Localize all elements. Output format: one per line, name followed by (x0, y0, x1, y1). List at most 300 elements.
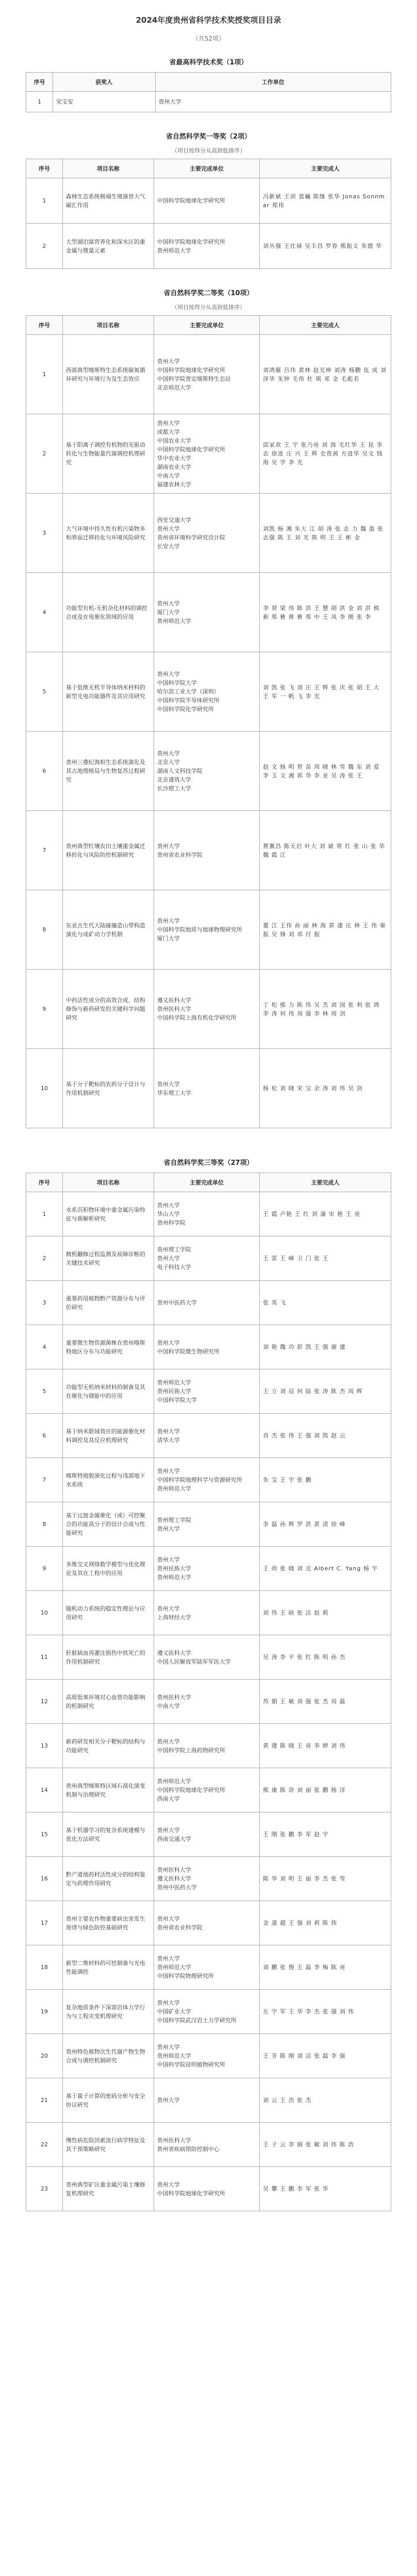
row-no: 2 (26, 224, 63, 269)
section-highest-award (26, 54, 391, 112)
table-row (26, 652, 391, 732)
section-note: （项目按得分从高到低排序） (172, 304, 245, 311)
unit-name: 中国科学院大学 (157, 1397, 197, 1403)
unit-name: 华山大学 (157, 1211, 180, 1217)
unit-name: 贵州师范大学 (157, 1964, 191, 1971)
row-no: 12 (26, 1680, 63, 1724)
unit-name: 遵义医科大学 (157, 997, 191, 1004)
table-row (26, 573, 391, 652)
row-project: 中药活性成分的高效合成、结构修饰与新药研发的关键科学问题研究 (62, 970, 154, 1049)
unit-name: 中国科学院地球化学研究所 (157, 446, 225, 453)
row-main-units (154, 1547, 259, 1591)
row-main-units (154, 1901, 259, 1945)
unit-name: 厦门大学 (157, 609, 180, 616)
unit-name: 长安大学 (157, 543, 180, 550)
row-no: 17 (26, 1901, 63, 1945)
row-project: 慢性病危险因素流行病学特征及其干预策略研究 (62, 2123, 154, 2167)
row-project: 黔产道地药材活性成分的结构鉴定与药理作用研究 (62, 1857, 154, 1901)
row-no: 11 (26, 1635, 63, 1680)
table-row (26, 1990, 391, 2034)
document-subtitle: （共52项） (192, 35, 225, 42)
row-no: 22 (26, 2123, 63, 2167)
row-main-units (154, 1945, 259, 1990)
unit-name: 贵州大学 (157, 918, 180, 924)
unit-name: 贵州理工学院 (157, 1516, 191, 1523)
table-header-row (26, 159, 391, 178)
row-main-people: 邱家欢 王 宇 张乃亮 刘 海 毛红华 王 昆 李 志 徐进 庄 兴 王 辉 史贵茜 方进华 吴文 钱 海 吴 学 李 光 (260, 414, 391, 494)
row-no: 1 (26, 92, 53, 112)
row-project: 重要药用植物黔产资源分布与评价研究 (62, 1281, 154, 1325)
unit-name: 遵义医科大学 (157, 1649, 191, 1656)
row-no: 4 (26, 573, 63, 652)
row-project: 精机翻修过程监测及故障诊断的关键技术研究 (62, 1236, 154, 1281)
col-header-main-units: 主要完成单位 (154, 159, 259, 178)
unit-name: 中国科学院地球化学研究所 (157, 238, 225, 245)
row-main-people: 刘 凯 张 飞 刘 庄 王 辉 张 庆 张 胡 王 大 王 军 一 帆 飞 李 光 (260, 652, 391, 732)
unit-name: 贵州大学 (157, 1955, 180, 1962)
unit-name: 贵州理工学院 (157, 1246, 191, 1253)
row-main-units (154, 2034, 259, 2078)
unit-name: 贵州省环境科学研究设计院 (157, 534, 225, 541)
row-main-people: 王 刚 张 鹏 李 军 赵 宇 (260, 1812, 391, 1857)
row-project: 贵州典型红壤农田土壤重金属迁移转化与风险防控机制研究 (62, 811, 154, 890)
row-project: 贵州典型喀斯特区域石漠化演变机制与治理研究 (62, 1768, 154, 1812)
row-project: 喀斯特地貌演化过程与浅部地下水系统 (62, 1458, 154, 1502)
row-main-people: 赵 文 杨 明 贺 苗 周 晓 林 雪 魏 东 刘 爱 李 玉 文 湘 郭 华 李 亚 吴 涛 张 王 (260, 732, 391, 811)
table-row (26, 2123, 391, 2167)
unit-name: 贵州大学 (157, 671, 180, 677)
row-main-people: 杨 松 刘 晓 宋 宝 余 涛 刘 伟 吴 剑 (260, 1049, 391, 1128)
row-project: 新型二维材料的可控制备与光电性能调控 (62, 1945, 154, 1990)
row-main-people: 苏 娟 王 敏 刘 强 张 杰 周 磊 (260, 1680, 391, 1724)
table-row (26, 1945, 391, 1990)
unit-name: 贵州师范大学 (157, 618, 191, 624)
row-project: 新药研发相关分子靶标的结构与功能研究 (62, 1724, 154, 1768)
unit-name: 贵州医科大学 (157, 1693, 191, 1701)
table-row (26, 1812, 391, 1857)
row-main-people: 王 尚 张 晓 刘 克 Albert C. Yang 杨 宇 (260, 1547, 391, 1591)
row-main-units (154, 1369, 259, 1414)
row-main-units (154, 1591, 259, 1635)
table-row (26, 1768, 391, 1812)
row-project: 基于量子计算的密码分析与安全协议研究 (62, 2078, 154, 2123)
col-header-main-units: 主要完成单位 (154, 316, 259, 335)
unit-name: 贵州大学 (157, 600, 180, 607)
row-main-units (154, 494, 259, 573)
table-row (26, 1369, 391, 1414)
table-row (26, 1635, 391, 1680)
row-main-units (154, 1857, 259, 1901)
unit-name: 贵州大学 (157, 1202, 180, 1209)
unit-name: 贵州中医药大学 (157, 1299, 197, 1306)
table-row (26, 178, 391, 224)
row-project: 贵州主要农作物重要病虫害发生规律与绿色防控基础研究 (62, 1901, 154, 1945)
unit-name: 贵州大学 (157, 1738, 180, 1745)
row-main-units (154, 335, 259, 414)
unit-name: 上海财经大学 (157, 1614, 191, 1621)
col-header-no: 序号 (26, 73, 53, 92)
row-main-people: 王 立 刘 辰 何 陆 张 涛 陈 杰 周 辉 (260, 1369, 391, 1414)
row-project: 基于低维无机半导体纳米材料的新型光电功能器件及其应用研究 (62, 652, 154, 732)
row-main-people: 王 霞 卢艳 王 红 刘 蒲 宋 艳 王 亮 (260, 1192, 391, 1236)
unit-name: 贵州医科大学 (157, 1867, 191, 1873)
row-no: 1 (26, 178, 63, 224)
row-no: 2 (26, 1236, 63, 1281)
row-project: 高原低氧环境对心血管功能影响的机制研究 (62, 1680, 154, 1724)
unit-name: 贵州师范大学 (157, 1485, 191, 1492)
unit-name: 贵州大学 (157, 2044, 180, 2050)
table-row (26, 970, 391, 1049)
row-project: 基于阳离子调控有机物的光驱动转化与生物能量代谢调控机理研究 (62, 414, 154, 494)
col-header-winner: 获奖人 (53, 73, 155, 92)
table-row (26, 224, 391, 269)
section-third-prize (26, 1154, 391, 2211)
row-project: 基于过渡金属催化（或）可控聚合的功能高分子的设计合成与性能研究 (62, 1502, 154, 1547)
row-no: 10 (26, 1049, 63, 1128)
unit-name: 贵州大学 (157, 1826, 180, 1834)
row-main-units (154, 224, 259, 269)
row-main-people: 刘丛强 王仕禄 吴丰昌 罗春 熊振义 朱德 华 (260, 224, 391, 269)
row-main-units (154, 1281, 259, 1325)
unit-name: 华东理工大学 (157, 1089, 191, 1096)
row-no: 8 (26, 890, 63, 970)
unit-name: 贵州大学 (157, 1339, 180, 1346)
row-main-units (154, 1724, 259, 1768)
unit-name: 贵州大学 (157, 1605, 180, 1612)
row-no: 10 (26, 1591, 63, 1635)
row-main-people: 冯新斌 王训 袁巍 陈继 张华 Jonas Sonnmar 郑伟 (260, 178, 391, 224)
row-no: 5 (26, 1369, 63, 1414)
col-header-main-units: 主要完成单位 (154, 1173, 259, 1192)
unit-name: 贵州大学 (157, 1556, 180, 1563)
table-row (26, 414, 391, 494)
row-main-units (154, 2123, 259, 2167)
section-first-prize (26, 128, 391, 269)
unit-name: 中国科学院武汉岩土力学研究所 (157, 2017, 237, 2024)
row-main-units (154, 178, 259, 224)
table-header-row (26, 1173, 391, 1192)
row-project: 西部典型喀斯特生态系统碳氮循环研究与环境行为及生态效应 (62, 335, 154, 414)
unit-name: 西南大学 (157, 1795, 180, 1802)
row-main-units (154, 1812, 259, 1857)
unit-name: 贵州大学 (157, 1468, 180, 1475)
row-no: 23 (26, 2167, 63, 2211)
unit-name: 电子科技大学 (157, 1264, 191, 1270)
table-row (26, 1724, 391, 1768)
col-header-no: 序号 (26, 159, 63, 178)
row-no: 18 (26, 1945, 63, 1990)
unit-name: 中国科学院物理研究所 (157, 1973, 214, 1979)
section-second-prize (26, 284, 391, 1128)
unit-name: 哈尔滨工业大学（深圳） (157, 688, 220, 695)
row-main-people: 肖 杰 张 伟 王 强 刘 凯 赵 云 (260, 1414, 391, 1458)
unit-name: 贵州师范大学 (157, 1379, 191, 1386)
unit-name: 贵州民族大学 (157, 1565, 191, 1572)
row-project: 大型湖泊富营养化和深水区的重金属与微量元素 (62, 224, 154, 269)
row-no: 6 (26, 732, 63, 811)
row-main-people: 刘鸿雁 吕伟 黄林 赵光坤 刘涛 杨鹏 伍 成 刘泽华 朱钟 毛伟 杜 琪 邓 金 毛彪若 (260, 335, 391, 414)
row-project: 贵州典型矿区重金属污染土壤修复机理研究 (62, 2167, 154, 2211)
unit-name: 贵州大学 (157, 842, 180, 850)
row-main-units (154, 1192, 259, 1236)
table-row (26, 1192, 391, 1236)
unit-name: 清华大学 (157, 1436, 180, 1444)
unit-name: 中南大学 (157, 472, 180, 479)
unit-name: 贵州大学 (157, 1525, 180, 1532)
row-no: 2 (26, 414, 63, 494)
row-no: 19 (26, 1990, 63, 2034)
unit-name: 贵州大学 (157, 358, 180, 365)
row-main-units (154, 1502, 259, 1547)
row-project: 多维交叉网络数学模型与优化理论及其在工程中的应用 (62, 1547, 154, 1591)
section-title: 省最高科学技术奖（1项） (169, 59, 248, 66)
row-no: 1 (26, 1192, 63, 1236)
unit-name: 中国科学院上海药物研究所 (157, 1747, 225, 1754)
table-row (26, 1281, 391, 1325)
row-main-units (154, 1458, 259, 1502)
row-main-people: 左 宇 军 王 华 李 杰 张 强 刘 伟 (260, 1990, 391, 2034)
row-main-people: 吴 涛 李 平 张 红 陈 明 孙 杰 (260, 1635, 391, 1680)
table-row (26, 1547, 391, 1591)
row-project: 森林生态系统极端生境演替大气碳汇作用 (62, 178, 154, 224)
col-header-main-people: 主要完成人 (260, 1173, 391, 1192)
row-main-units (154, 970, 259, 1049)
row-project: 水系沉积物环境中重金属污染特征与源解析研究 (62, 1192, 154, 1236)
row-project: 复杂地质条件下深部岩体力学行为与工程灾变机理研究 (62, 1990, 154, 2034)
table-row (26, 2078, 391, 2123)
table-row (26, 1502, 391, 1547)
row-main-people: 熊 康 陈 浒 刘 丽 张 鹏 杨 洋 (260, 1768, 391, 1812)
first-prize-table (26, 159, 391, 269)
table-row (26, 1414, 391, 1458)
row-project: 大气环境中持久性有机污染物多相界面迁移转化与环境风险研究 (62, 494, 154, 573)
table-row (26, 1049, 391, 1128)
row-main-people: 李 磊 孙 辉 罗 洪 黄 清 徐 峰 (260, 1502, 391, 1547)
row-project: 功能型有机-无机杂化材料的调控合成及在电催化领域的应用 (62, 573, 154, 652)
row-project: 肝脏缺血再灌注损伤中铁死亡的作用机制研究 (62, 1635, 154, 1680)
unit-name: 中国科学院半导体研究所 (157, 697, 220, 704)
row-main-people: 刘 艳 魏 功 彭 凯 王 强 谢 建 (260, 1325, 391, 1369)
second-prize-table (26, 315, 391, 1128)
table-row (26, 890, 391, 970)
col-header-project: 项目名称 (62, 159, 154, 178)
unit-name: 北京建筑大学 (157, 776, 191, 783)
unit-name: 中国科学院微生物研究所 (157, 1348, 220, 1355)
row-no: 20 (26, 2034, 63, 2078)
col-header-main-people: 主要完成人 (260, 159, 391, 178)
row-main-units (154, 652, 259, 732)
table-row (26, 92, 391, 112)
row-main-people: 朱 宝 王 宇 张 鹏 (260, 1458, 391, 1502)
row-no: 21 (26, 2078, 63, 2123)
row-winner: 宋宝安 (53, 92, 155, 112)
col-header-work-unit: 工作单位 (155, 73, 391, 92)
unit-name: 遵义医科大学 (157, 1875, 191, 1882)
unit-name: 中国农业大学 (157, 437, 191, 444)
row-main-people: 蔡冀昌 陈天启 叶大 刘 斌 常 红 张 山 张 华 魏 霞 江 (260, 811, 391, 890)
unit-name: 贵州省农业科学院 (157, 851, 203, 858)
unit-name: 贵州医科大学 (157, 1006, 191, 1012)
row-project: 基于机器学习的复杂系统建模与优化方法研究 (62, 1812, 154, 1857)
unit-name: 贵州省农业科学院 (157, 1924, 203, 1931)
col-header-project: 项目名称 (62, 1173, 154, 1192)
row-main-units (154, 1236, 259, 1281)
table-row (26, 494, 391, 573)
unit-name: 贵州省疾病预防控制中心 (157, 2145, 220, 2153)
row-main-units (154, 732, 259, 811)
unit-name: 中国科学院地球化学研究所 (157, 197, 225, 204)
row-main-units (154, 1049, 259, 1128)
row-main-units (154, 890, 259, 970)
row-no: 1 (26, 335, 63, 414)
row-no: 9 (26, 970, 63, 1049)
row-main-units (154, 811, 259, 890)
unit-name: 西南交通大学 (157, 1835, 191, 1842)
row-main-people: 刘 云 王 浩 张 杰 (260, 2078, 391, 2123)
unit-name: 贵州大学 (157, 2181, 180, 2188)
row-main-people: 丁 松 熊 力 陈 伟 吴 杰 刘 国 张 利 张 鸿 李 涛 何 伟 周 强 李 林 周 剑 (260, 970, 391, 1049)
unit-name: 中国科学院昆明植物研究所 (157, 2061, 225, 2068)
unit-name: 中国人民解放军陆军军医大学 (157, 1658, 231, 1665)
table-row (26, 2034, 391, 2078)
unit-name: 贵州大学 (157, 1255, 180, 1262)
unit-name: 北京大学 (157, 759, 180, 766)
table-row (26, 811, 391, 890)
unit-name: 中国科学院地球化学研究所 (157, 1787, 225, 1793)
row-project: 贵州特色植物次生代谢产物生物合成与调控机制研究 (62, 2034, 154, 2078)
unit-name: 中国科学院地球化学研究所 (157, 366, 225, 374)
section-title: 省自然科学奖三等奖（27项） (163, 1159, 254, 1167)
row-project: 基于分子靶标的农药分子设计与作用机制研究 (62, 1049, 154, 1128)
unit-name: 贵州大学 (157, 525, 180, 532)
row-no: 4 (26, 1325, 63, 1369)
unit-name: 贵州师范大学 (157, 1574, 191, 1581)
row-no: 3 (26, 494, 63, 573)
row-main-people: 李 贤 梁 伟 陈 洪 王 慧 胡 洪 金 刘 洪 熊 新 郑 雅 蒋 雅 郑 中 王 凤 李 刚 张 李 (260, 573, 391, 652)
row-project: 随机动力系统的稳定性理论与应用研究 (62, 1591, 154, 1635)
row-no: 7 (26, 1458, 63, 1502)
unit-name: 北京师范大学 (157, 384, 191, 391)
unit-name: 成都大学 (157, 428, 180, 435)
unit-name: 贵州医科大学 (157, 2137, 191, 2144)
document-title: 2024年度贵州省科学技术奖授奖项目目录 (136, 15, 281, 25)
row-work-unit: 贵州大学 (155, 92, 391, 112)
row-project: 功能型无机纳米材料的制备及其在催化与储能中的应用 (62, 1369, 154, 1414)
col-header-no: 序号 (26, 1173, 63, 1192)
unit-name: 贵州大学 (157, 1999, 180, 2006)
table-row (26, 1458, 391, 1502)
row-main-people: 黄 建 陈 晓 王 亮 李 婷 刘 伟 (260, 1724, 391, 1768)
row-project: 基于纳米限域效应的能源催化材料调控及其反应机理研究 (62, 1414, 154, 1458)
unit-name: 贵州民族大学 (157, 1388, 191, 1395)
row-main-people: 董 江 王伟 孙 丽 林 海 黄 建 庄 林 王 伟 秦 振 吴 锋 刘 邓 付 振 (260, 890, 391, 970)
unit-name: 贵州大学 (157, 419, 180, 427)
unit-name: 中国科学院上海有机化学研究所 (157, 1014, 237, 1021)
unit-name: 贵州大学 (157, 750, 180, 757)
unit-name: 湖南人文科技学院 (157, 768, 203, 774)
table-header-row (26, 73, 391, 92)
unit-name: 中国科学院地理科学与资源研究所 (157, 1477, 242, 1483)
table-row (26, 732, 391, 811)
col-header-no: 序号 (26, 316, 63, 335)
table-row (26, 2167, 391, 2211)
row-no: 9 (26, 1547, 63, 1591)
unit-name: 贵州大学 (157, 1915, 180, 1922)
third-prize-table (26, 1173, 391, 2211)
row-main-units (154, 2167, 259, 2211)
unit-name: 贵州中医药大学 (157, 1884, 197, 1891)
row-no: 14 (26, 1768, 63, 1812)
unit-name: 中南大学 (157, 1702, 180, 1709)
table-row (26, 1325, 391, 1369)
row-main-people: 刘 伟 王 晗 张 洁 赵 莉 (260, 1591, 391, 1635)
section-note: （项目按得分从高到低排序） (172, 147, 245, 154)
unit-name: 贵州师范大学 (157, 247, 191, 254)
unit-name: 福建农林大学 (157, 481, 191, 488)
table-row (26, 1591, 391, 1635)
row-main-units (154, 573, 259, 652)
unit-name: 长沙理工大学 (157, 785, 191, 792)
unit-name: 贵州师范大学 (157, 1778, 191, 1785)
table-row (26, 1857, 391, 1901)
row-no: 5 (26, 652, 63, 732)
table-row (26, 1901, 391, 1945)
table-row (26, 1680, 391, 1724)
section-title: 省自然科学奖二等奖（10项） (163, 290, 254, 297)
row-no: 15 (26, 1812, 63, 1857)
unit-name: 贵州大学 (157, 1428, 180, 1435)
row-main-units (154, 1635, 259, 1680)
row-main-people: 王 雷 王 峰 卫 门 张 王 (260, 1236, 391, 1281)
section-title: 省自然科学奖一等奖（2项） (165, 133, 252, 141)
row-main-people: 张 英 飞 (260, 1281, 391, 1325)
row-main-units (154, 1768, 259, 1812)
table-row (26, 1236, 391, 1281)
unit-name: 西安交通大学 (157, 516, 191, 523)
row-main-people: 金 道 超 王 强 刘 莉 陈 伟 (260, 1901, 391, 1945)
row-main-units (154, 2078, 259, 2123)
unit-name: 中国科学院大学 (157, 680, 197, 686)
row-no: 8 (26, 1502, 63, 1547)
table-row (26, 335, 391, 414)
unit-name: 贵州大学 (157, 2097, 180, 2104)
unit-name: 贵州科学院 (157, 1219, 186, 1226)
highest-award-table (26, 72, 391, 112)
unit-name: 贵州师范大学 (157, 2053, 191, 2059)
col-header-project: 项目名称 (62, 316, 154, 335)
row-project: 重要微生物资源菌株在贵州喀斯特地区分布与功能研究 (62, 1325, 154, 1369)
row-main-people: 刘凯 杨 湘 朱大 江 胡 涛 张 志 力 魏 盈 张志强 陈 王 刘 光 陈 明 王 王 彬 金 (260, 494, 391, 573)
unit-name: 中国科学院地质与地球物理研究所 (157, 926, 242, 933)
row-main-units (154, 1414, 259, 1458)
row-main-people: 陈 华 刘 明 王 丽 李 杰 张 雪 (260, 1857, 391, 1901)
row-main-people: 王 芳 陈 刚 刘 洁 张 磊 李 强 (260, 2034, 391, 2078)
row-main-people: 王 子 云 李 娟 张 敏 刘 伟 陈 浩 (260, 2123, 391, 2167)
row-main-units (154, 1325, 259, 1369)
row-project: 贵州三叠纪海相生态系统演化及其古地理格局与生物复苏过程研究 (62, 732, 154, 811)
col-header-main-people: 主要完成人 (260, 316, 391, 335)
row-no: 7 (26, 811, 63, 890)
unit-name: 中国科学院普定喀斯特生态站 (157, 375, 231, 382)
unit-name: 贵州大学 (157, 1080, 180, 1088)
unit-name: 中国矿业大学 (157, 2008, 191, 2015)
row-main-units (154, 1990, 259, 2034)
row-main-units (154, 1680, 259, 1724)
row-no: 6 (26, 1414, 63, 1458)
row-no: 13 (26, 1724, 63, 1768)
row-project: 东亚古生代大陆碰撞造山带构造演化与成矿动力学机制 (62, 890, 154, 970)
unit-name: 湖南农业大学 (157, 463, 191, 470)
